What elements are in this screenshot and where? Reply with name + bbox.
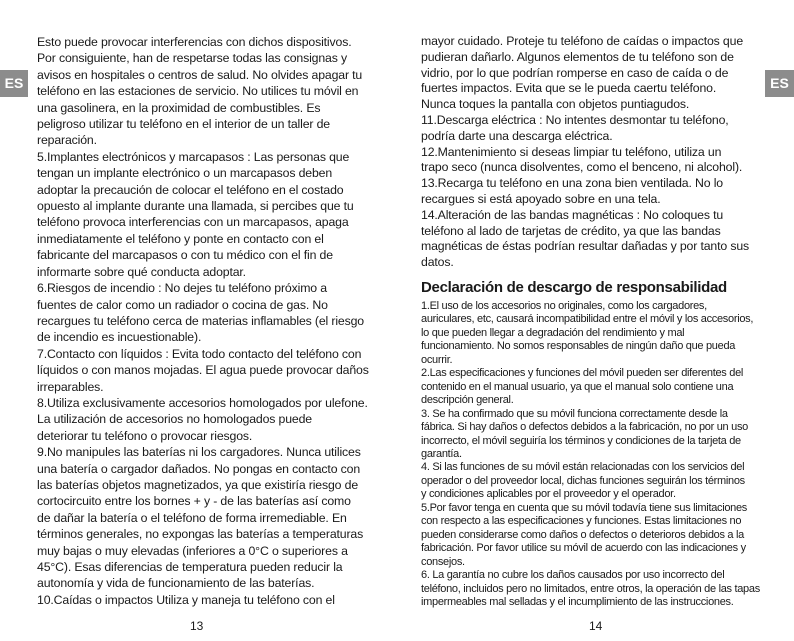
text-line: 8.Utiliza exclusivamente accesorios homologados por ulefone. (37, 395, 368, 410)
text-line: mayor cuidado. Proteje tu teléfono de caídas o impactos que (421, 34, 744, 48)
text-line: 3. Se ha confirmado que su móvil funciona correctamente desde la (421, 407, 728, 420)
text-line: recargues si está apoyado sobre en una tela. (421, 191, 661, 206)
text-line: 5.Implantes electrónicos y marcapasos : Las personas que (37, 149, 350, 164)
text-line: auriculares, etc, causará incompatibilidad entre el móvil y los accesorios, (421, 313, 754, 326)
text-line: de dañar la batería o el teléfono de forma irremediable. En (37, 510, 347, 525)
text-line: fuertes impactos. Evita que se le pueda caertu teléfono. (421, 81, 717, 96)
text-line: con respecto a las especificaciones y funciones. Estas limitaciones no (421, 515, 742, 528)
text-line: de incendio es incuestionable). (37, 330, 202, 345)
text-line: teléfono en las estaciones de servicio. No utilices tu móvil en (37, 84, 359, 99)
text-line: 6.Riesgos de incendio : No dejes tu teléfono próximo a (37, 281, 327, 296)
text-line: 1.El uso de los accesorios no originales, como los cargadores, (421, 300, 707, 312)
text-line: podría darte una descarga eléctrica. (421, 128, 613, 143)
text-line: una batería o cargador dañados. No pongas en contacto con (37, 461, 361, 476)
text-line: La utilización de accesorios no homologados puede (37, 412, 312, 427)
text-line: funcionamiento. No somos responsables de ningún daño que pueda (421, 340, 736, 353)
disclaimer-body (421, 300, 786, 609)
text-line: 9.No manipules las baterías ni los cargadores. Nunca utilices (37, 445, 361, 460)
text-line: Nunca toques la pantalla con objetos puntiagudos. (421, 97, 690, 112)
text-line: 14.Alteración de las bandas magnéticas : No coloques tu (421, 207, 724, 222)
text-line: garantía. (421, 447, 462, 460)
text-line: y condiciones aplicables por el proveedor y el operador. (421, 488, 676, 501)
text-line: fábrica. Si hay daños o defectos debidos a la fabricación, no por un uso (421, 421, 748, 434)
text-line: pudieran dañarlo. Algunos elementos de tu teléfono son de (421, 49, 734, 64)
text-line: líquidos o con manos mojadas. El agua puede provocar daños (37, 363, 369, 378)
text-line: descripción general. (421, 394, 514, 407)
page-number-right: 14 (589, 619, 603, 633)
text-line: opuesto al implante durante una llamada, si percibes que tu (37, 199, 354, 214)
text-line: 13.Recarga tu teléfono en una zona bien ventilada. No lo (421, 176, 723, 191)
text-line: informarte sobre qué conducta adoptar. (37, 264, 246, 279)
text-line: una gasolinera, en la proximidad de combustibles. Es (37, 100, 321, 115)
text-line: incorrecto, el móvil seguiría los términos y condiciones de la tarjeta de (421, 434, 741, 447)
text-line: Esto puede provocar interferencias con dichos dispositivos. (37, 35, 352, 49)
text-line: avisos en hospitales o centros de salud. No olvides apagar tu (37, 67, 363, 82)
left-page-body (37, 34, 387, 608)
text-line: ocurrir. (421, 353, 453, 366)
text-line: autonomía y vida de funcionamiento de las baterías. (37, 576, 315, 591)
language-tab-es: ES (765, 70, 794, 97)
text-line: datos. (421, 255, 454, 270)
text-line: 6. La garantía no cubre los daños causados por uso incorrecto del (421, 569, 725, 582)
text-line: inmediatamente el teléfono y ponte en contacto con el (37, 231, 324, 246)
text-line: peligroso utilizar tu teléfono en el interior de un taller de (37, 117, 330, 132)
page-number-left: 13 (190, 619, 204, 633)
language-tab-es: ES (0, 70, 28, 97)
text-line: las baterías objetos magnetizados, ya que existiría riesgo de (37, 477, 359, 492)
text-line: cortocircuito entre los bornes + y - de las baterías así como (37, 494, 351, 509)
text-line: muy bajas o muy elevadas (inferiores a 0°C o superiores a (37, 543, 348, 558)
text-line: 10.Caídas o impactos Utiliza y maneja tu teléfono con el (37, 592, 335, 607)
text-line: teléfono provoca interferencias con un marcapasos, apaga (37, 215, 349, 230)
text-line: 2.Las especificaciones y funciones del móvil pueden ser diferentes del (421, 367, 744, 380)
text-line: Por consiguiente, han de respetarse todas las consignas y (37, 51, 347, 66)
text-line: 5.Por favor tenga en cuenta que su móvil todavía tiene sus limitaciones (421, 501, 748, 514)
text-line: 12.Mantenimiento si deseas limpiar tu teléfono, utiliza un (421, 144, 722, 159)
text-line: deteriorar tu teléfono o provocar riesgos. (37, 428, 253, 443)
text-line: trapo seco (nunca disolventes, como el benceno, ni alcohol). (421, 160, 743, 175)
text-line: magnéticas de éstas podrían resultar dañadas y por tanto sus (421, 239, 749, 254)
text-line: consejos. (421, 555, 465, 568)
text-line: términos generales, no expongas las baterías a temperaturas (37, 527, 364, 542)
text-line: reparación. (37, 133, 97, 148)
text-line: fuentes de calor como un radiador o cocina de gas. No (37, 297, 328, 312)
disclaimer-heading: Declaración de descargo de responsabilidad (421, 279, 727, 296)
text-line: 45°C). Esas diferencias de temperatura pueden reducir la (37, 560, 343, 574)
text-line: pueden considerarse como daños o defectos o deterioros debidos a la (421, 528, 744, 541)
text-line: 4. Si las funciones de su móvil están relacionadas con los servicios del (421, 461, 745, 474)
text-line: teléfono, incluidos pero no limitados, entre otros, la operación de las tapas (421, 582, 760, 595)
text-line: fabricación. Por favor utilice su móvil de acuerdo con las indicaciones y (421, 542, 746, 555)
text-line: 7.Contacto con líquidos : Evita todo contacto del teléfono con (37, 346, 362, 361)
text-line: recargues tu teléfono cerca de materias inflamables (el riesgo (37, 313, 364, 328)
right-page-body (421, 34, 761, 271)
text-line: operador o del proveedor local, dichas funciones seguirán los términos (421, 474, 745, 487)
text-line: fabricante del marcapasos o con tu médico con el fin de (37, 248, 333, 263)
text-line: vidrio, por lo que podrían romperse en caso de caída o de (421, 65, 729, 80)
text-line: adoptar la precaución de colocar el teléfono en el costado (37, 182, 344, 197)
text-line: teléfono al lado de tarjetas de crédito, ya que las bandas (421, 223, 721, 238)
text-line: contenido en el manual usuario, ya que el manual solo contiene una (421, 380, 734, 393)
text-line: lo que pueden llegar a degradación del rendimiento y mal (421, 326, 685, 339)
text-line: irreparables. (37, 379, 104, 394)
text-line: impermeables mal selladas y el incumplimiento de las instrucciones. (421, 595, 734, 608)
text-line: tengan un implante electrónico o un marcapasos deben (37, 166, 333, 181)
text-line: 11.Descarga eléctrica : No intentes desmontar tu teléfono, (421, 112, 729, 127)
